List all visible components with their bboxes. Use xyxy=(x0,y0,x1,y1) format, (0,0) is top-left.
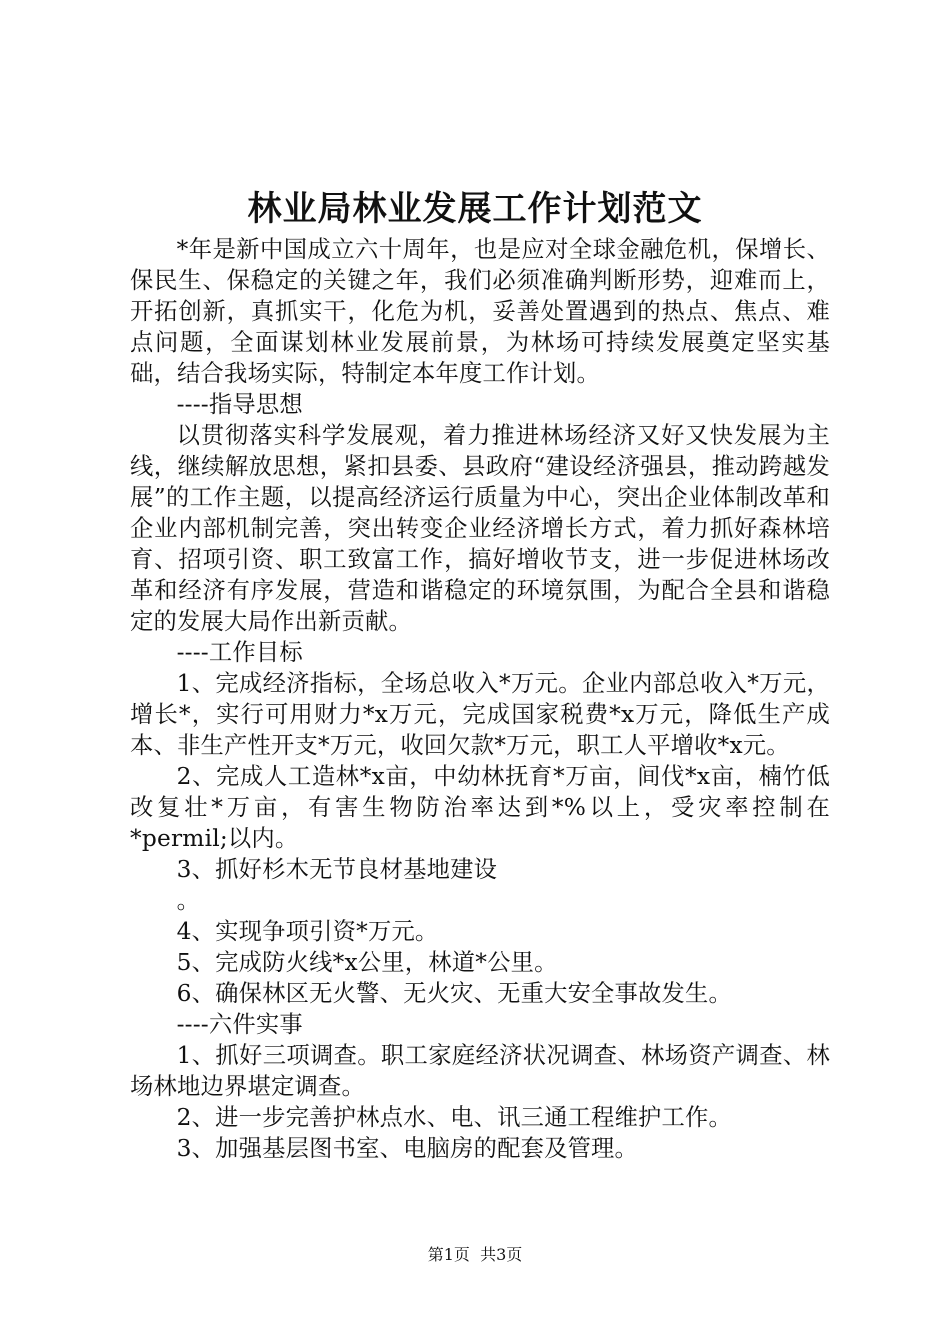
section-heading-six-tasks: ----六件实事 xyxy=(176,1011,303,1038)
task-item-3: 3、加强基层图书室、电脑房的配套及管理。 xyxy=(176,1135,639,1162)
goal-item-4: 4、实现争项引资*万元。 xyxy=(176,918,439,945)
page-number-label: 第1页 共3页 xyxy=(427,1245,523,1264)
goal-item-3: 3、抓好杉木无节良材基地建设 xyxy=(176,856,498,883)
section-heading-guiding: ----指导思想 xyxy=(176,391,303,418)
section-heading-goals: ----工作目标 xyxy=(176,639,303,666)
page-footer xyxy=(0,1244,950,1266)
intro-paragraph: *年是新中国成立六十周年，也是应对全球金融危机，保增长、保民生、保稳定的关键之年，我们必须准确判断形势，迎难而上，开拓创新，真抓实干，化危为机，妥善处置遇到的热点、焦点、难点问题，全面谋划林业发展前景，为林场可持续发展奠定坚实基础，结合我场实际，特制定本年度工作计划。 xyxy=(130,236,830,387)
task-item-1: 1、抓好三项调查。职工家庭经济状况调查、林场资产调查、林场林地边界堪定调查。 xyxy=(130,1042,830,1100)
guiding-paragraph: 以贯彻落实科学发展观，着力推进林场经济又好又快发展为主线，继续解放思想，紧扣县委、县政府“建设经济强县，推动跨越发展”的工作主题，以提高经济运行质量为中心，突出企业体制改革和企业内部机制完善，突出转变企业经济增长方式，着力抓好森林培育、招项引资、职工致富工作，搞好增收节支，进一步促进林场改革和经济有序发展，营造和谐稳定的环境氛围，为配合全县和谐稳定的发展大局作出新贡献。 xyxy=(130,422,830,635)
goal-item-1: 1、完成经济指标，全场总收入*万元。企业内部总收入*万元，增长*，实行可用财力*x万元，完成国家税费*x万元，降低生产成本、非生产性开支*万元，收回欠款*万元，职工人平增收*x元。 xyxy=(130,670,830,759)
document-body xyxy=(130,234,830,1164)
goal-item-5: 5、完成防火线*x公里，林道*公里。 xyxy=(176,949,558,976)
goal-item-3-continuation: 。 xyxy=(176,887,201,914)
goal-item-6: 6、确保林区无火警、无火灾、无重大安全事故发生。 xyxy=(176,980,733,1007)
document-title: 林业局林业发展工作计划范文 xyxy=(247,189,703,229)
task-item-2: 2、进一步完善护林点水、电、讯三通工程维护工作。 xyxy=(176,1104,733,1131)
goal-item-2: 2、完成人工造林*x亩，中幼林抚育*万亩，间伐*x亩，楠竹低改复壮*万亩，有害生物防治率达到*%以上，受灾率控制在*permil;以内。 xyxy=(130,763,830,852)
